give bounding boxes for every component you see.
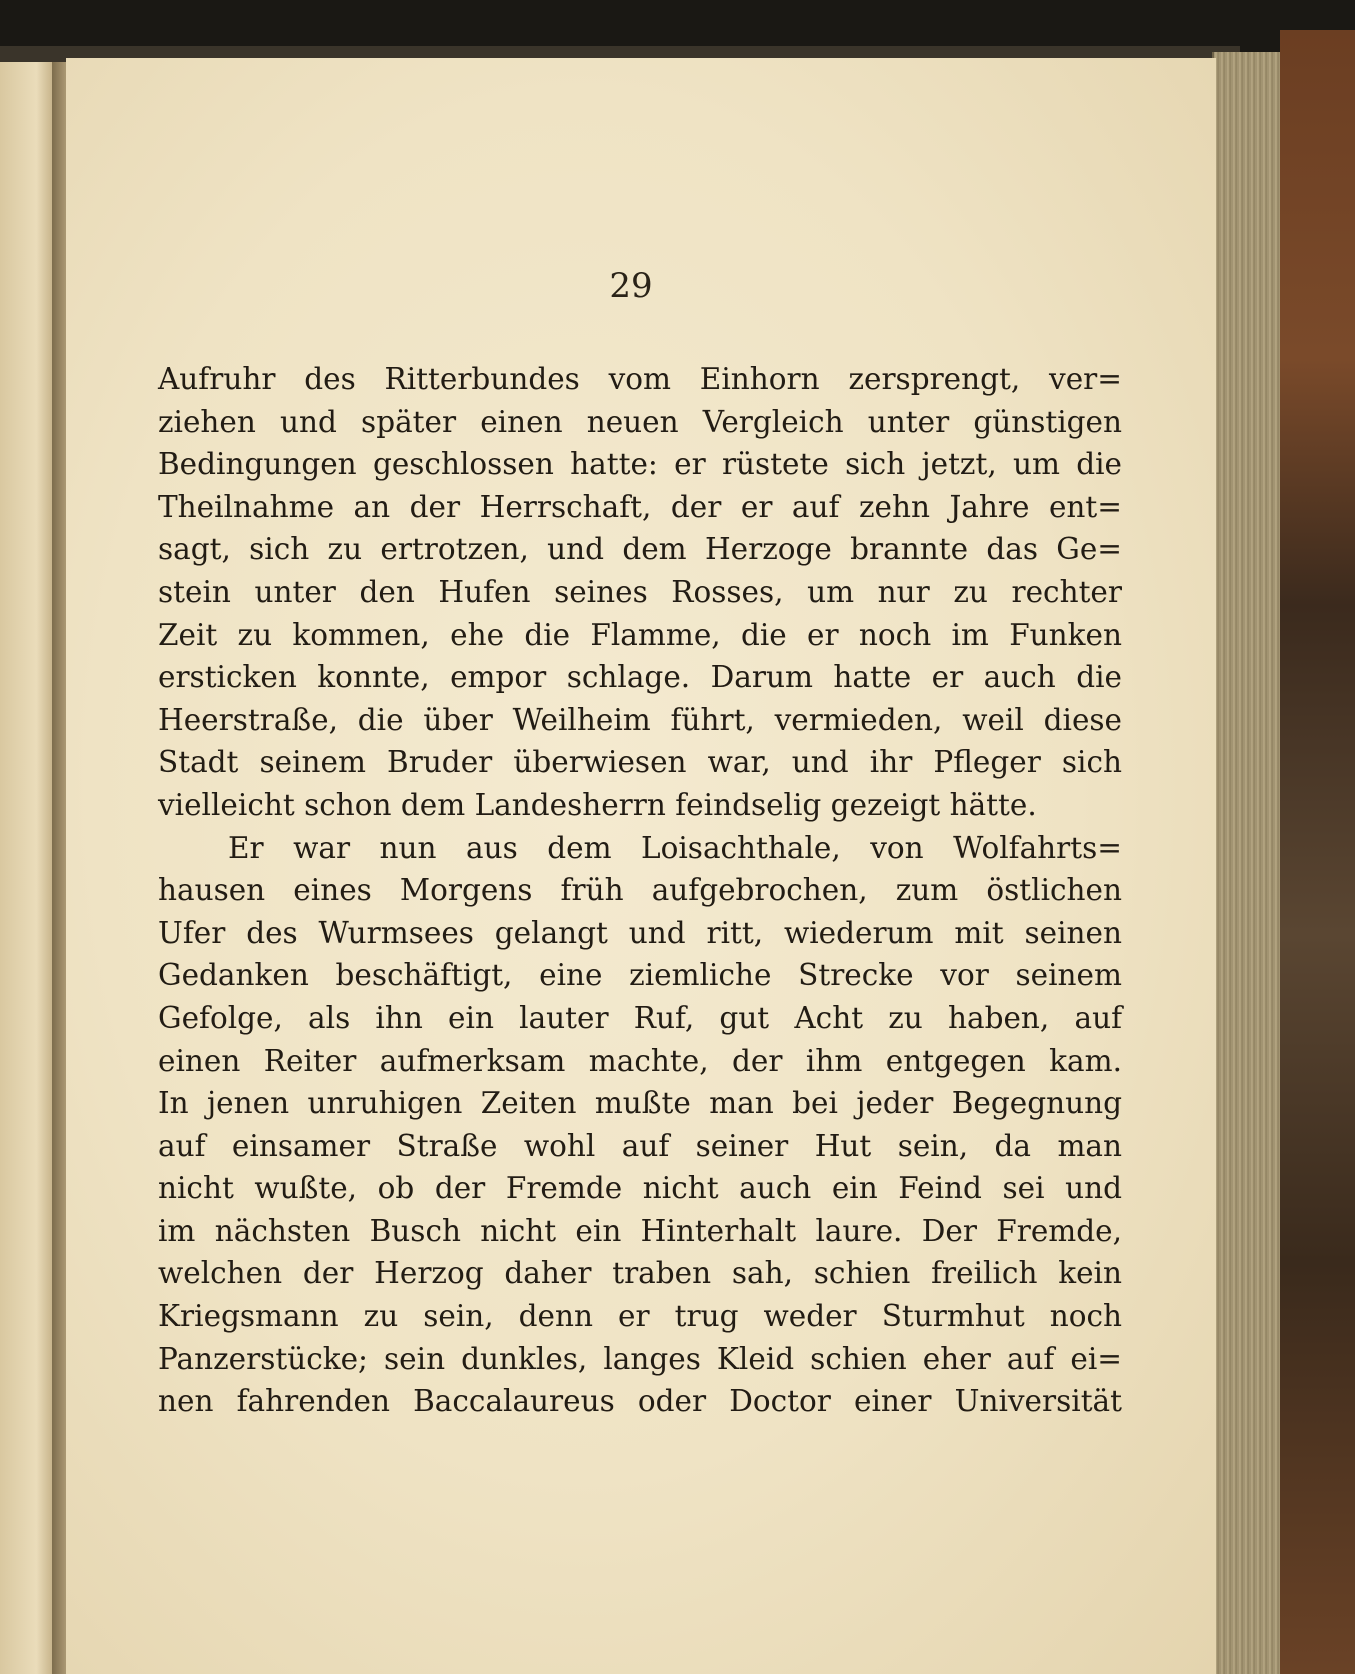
text-line: sagt, sich zu ertrotzen, und dem Herzoge brannte das Ge= <box>158 532 1122 567</box>
page-number: 29 <box>609 266 653 306</box>
body-text <box>158 358 1122 1423</box>
text-line: Gedanken beschäftigt, eine ziemliche Strecke vor seinem <box>158 958 1122 993</box>
text-line: Panzerstücke; sein dunkles, langes Kleid schien eher auf ei= <box>158 1341 1122 1376</box>
text-line: Gefolge, als ihn ein lauter Ruf, gut Acht zu haben, auf <box>158 1000 1122 1035</box>
book-page <box>66 58 1216 1674</box>
facing-page-edge <box>0 60 54 1674</box>
text-line: ziehen und später einen neuen Vergleich unter günstigen <box>158 404 1122 439</box>
text-line: nicht wußte, ob der Fremde nicht auch ein Feind sei und <box>158 1171 1122 1206</box>
text-line: vielleicht schon dem Landesherrn feindselig gezeigt hätte. <box>158 787 1037 822</box>
text-line: Theilnahme an der Herrschaft, der er auf zehn Jahre ent= <box>158 489 1122 524</box>
paragraph-start-line: Er war nun aus dem Loisachthale, von Wolfahrts= <box>228 830 1122 865</box>
text-line: Aufruhr des Ritterbundes vom Einhorn zersprengt, ver= <box>158 362 1122 396</box>
text-line: In jenen unruhigen Zeiten mußte man bei jeder Begegnung <box>158 1086 1122 1121</box>
text-line: nen fahrenden Baccalaureus oder Doctor einer Universität <box>158 1384 1122 1419</box>
text-line: hausen eines Morgens früh aufgebrochen, zum östlichen <box>158 873 1122 908</box>
text-line: Stadt seinem Bruder überwiesen war, und ihr Pfleger sich <box>158 745 1122 780</box>
text-line: Bedingungen geschlossen hatte: er rüstete sich jetzt, um die <box>158 447 1122 482</box>
text-line: ersticken konnte, empor schlage. Darum hatte er auch die <box>158 660 1122 695</box>
text-line: auf einsamer Straße wohl auf seiner Hut sein, da man <box>158 1128 1122 1163</box>
text-line: einen Reiter aufmerksam machte, der ihm entgegen kam. <box>158 1043 1122 1078</box>
text-line: Zeit zu kommen, ehe die Flamme, die er noch im Funken <box>158 617 1122 652</box>
text-line: stein unter den Hufen seines Rosses, um nur zu rechter <box>158 574 1122 609</box>
text-line: Kriegsmann zu sein, denn er trug weder Sturmhut noch <box>158 1299 1122 1334</box>
page-fore-edge <box>1212 52 1282 1674</box>
text-line: im nächsten Busch nicht ein Hinterhalt laure. Der Fremde, <box>158 1213 1122 1248</box>
text-line: Heerstraße, die über Weilheim führt, vermieden, weil diese <box>158 702 1122 737</box>
text-line: welchen der Herzog daher traben sah, schien freilich kein <box>158 1256 1122 1291</box>
book-cover-edge <box>1280 30 1355 1674</box>
text-line: Ufer des Wurmsees gelangt und ritt, wiederum mit seinen <box>158 915 1122 950</box>
